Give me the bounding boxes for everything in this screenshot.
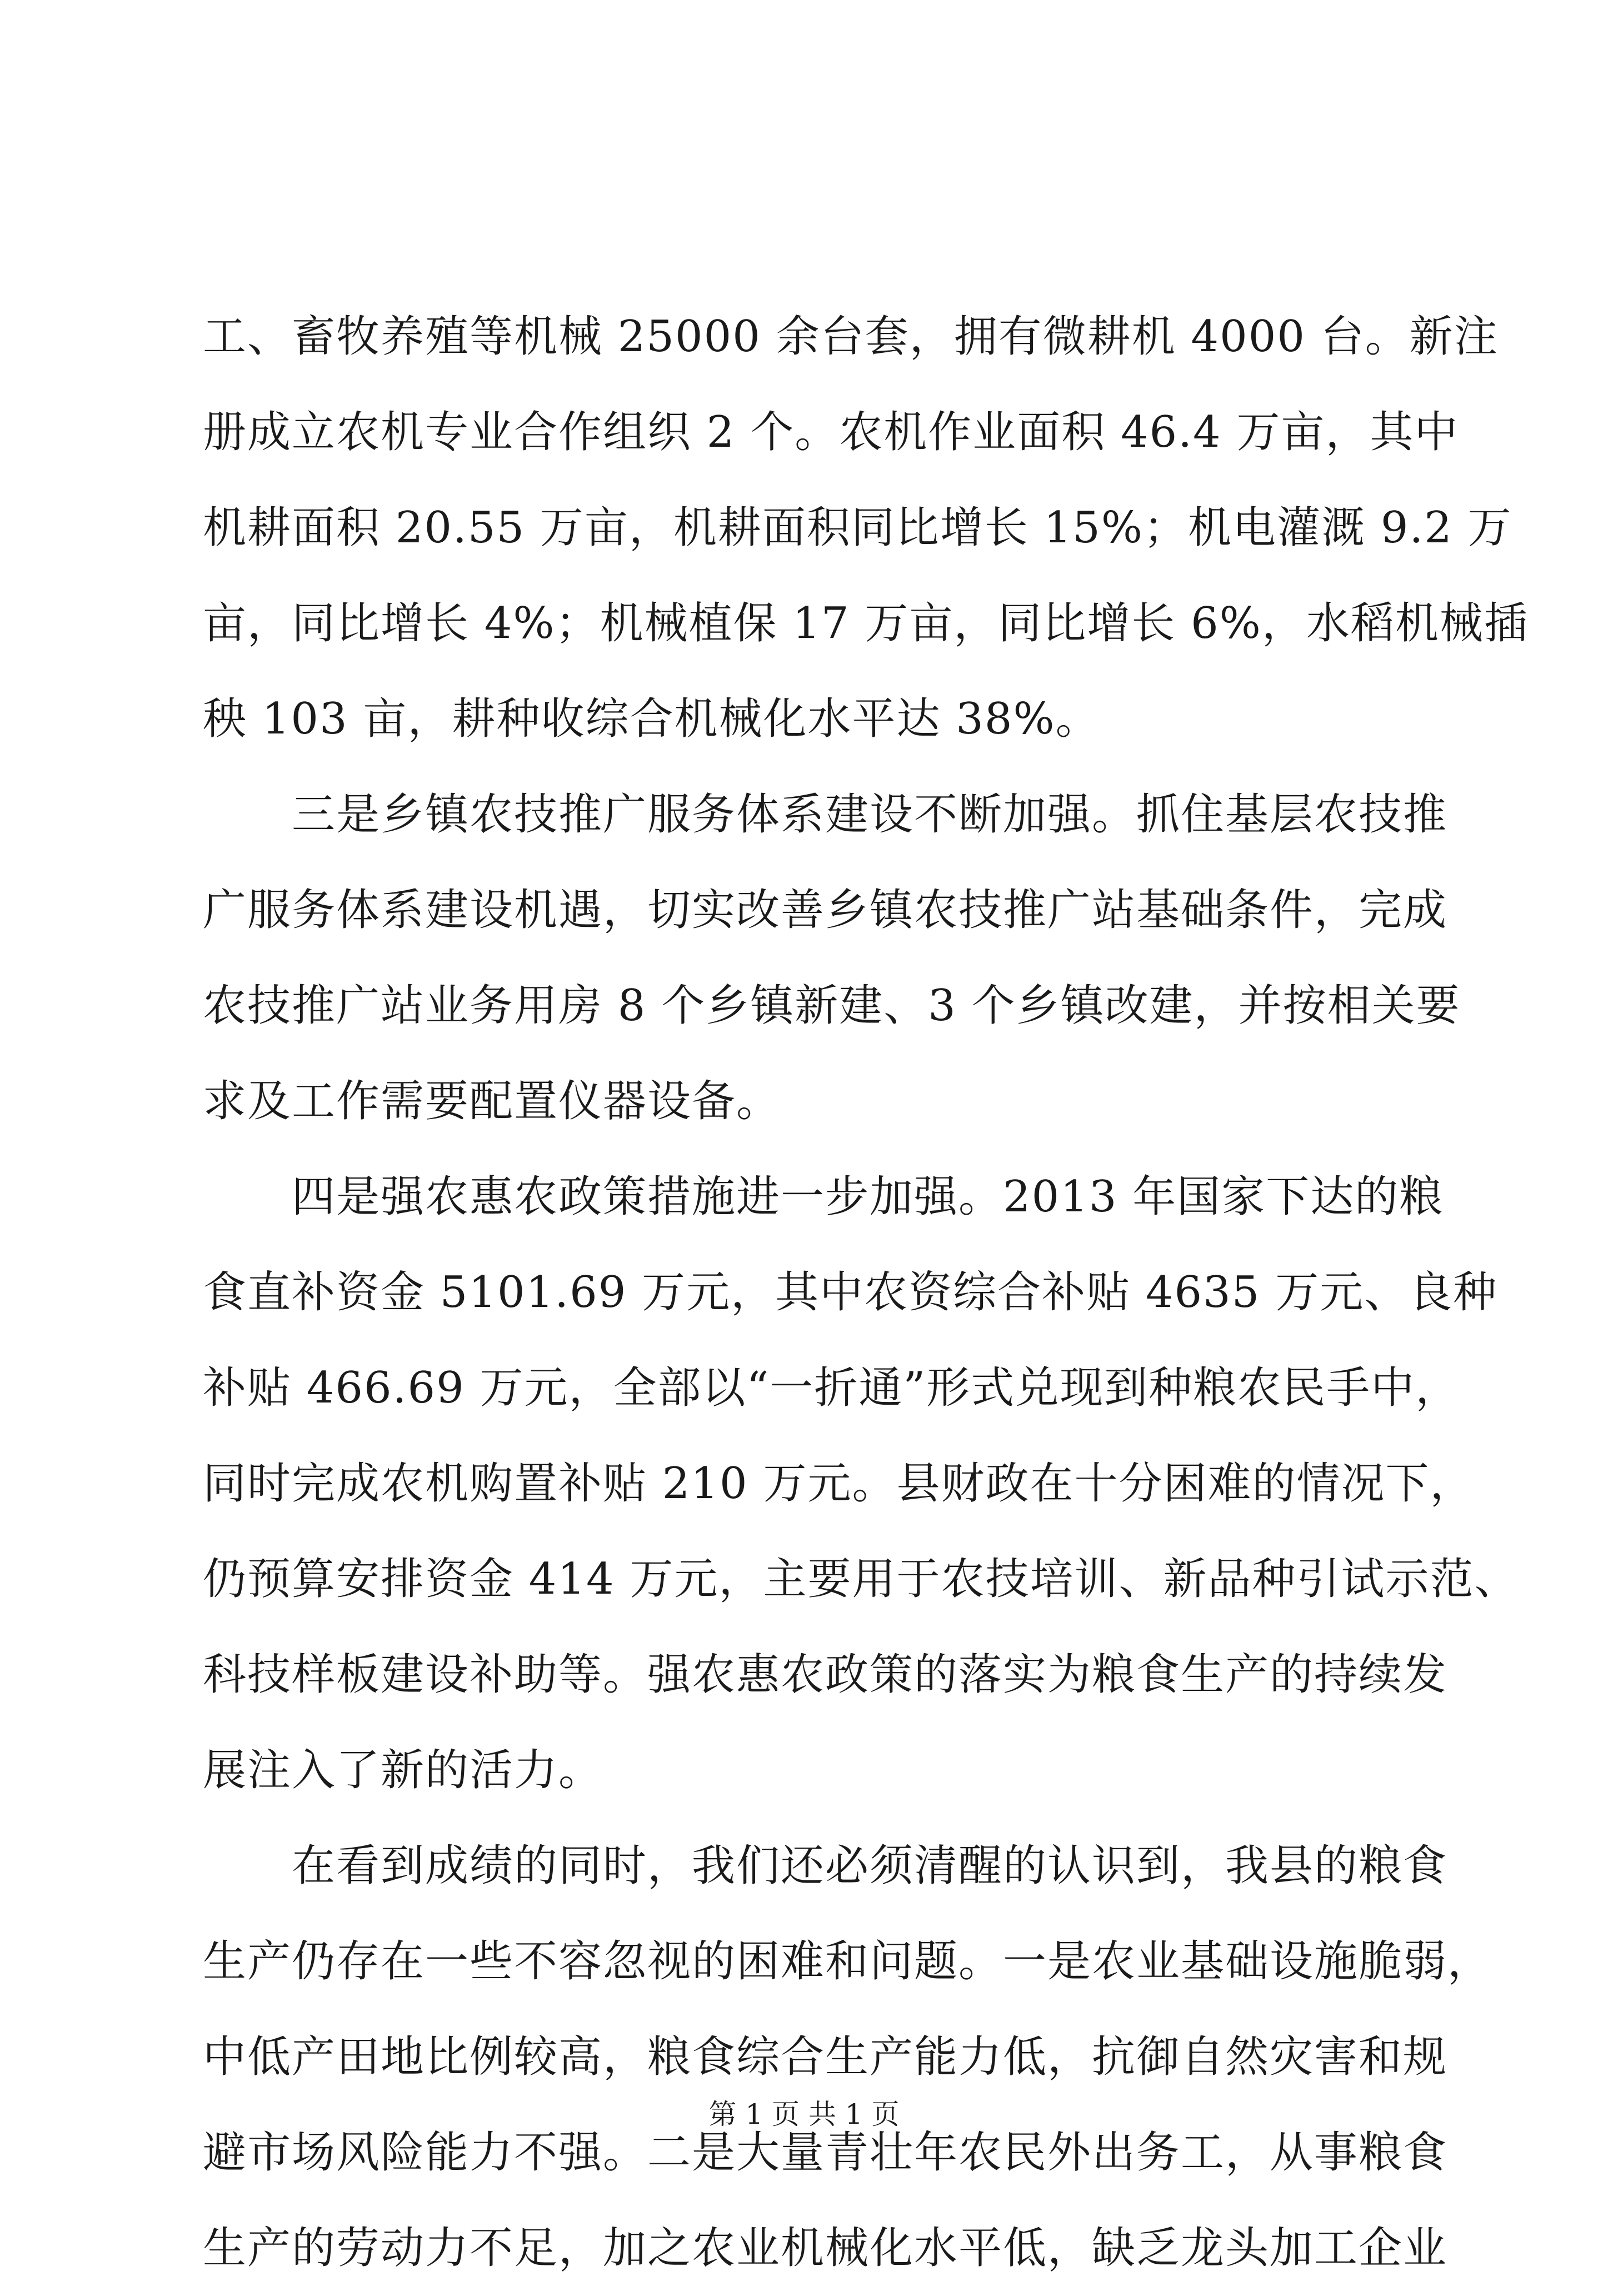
- text-line: 食直补资金 5101.69 万元，其中农资综合补贴 4635 万元、良种: [203, 1267, 1498, 1317]
- text-line: 农技推广站业务用房 8 个乡镇新建、3 个乡镇改建，并按相关要: [203, 981, 1461, 1031]
- document-body: [203, 289, 1529, 2296]
- text-line: 求及工作需要配置仪器设备。: [203, 1076, 781, 1126]
- text-line: 工、畜牧养殖等机械 25000 余台套，拥有微耕机 4000 台。新注: [203, 312, 1499, 362]
- paragraph-start-line: 在看到成绩的同时，我们还必须清醒的认识到，我县的粮食: [292, 1841, 1448, 1891]
- text-line: 亩，同比增长 4%；机械植保 17 万亩，同比增长 6%，水稻机械插: [203, 598, 1529, 648]
- text-line: 避市场风险能力不强。二是大量青壮年农民外出务工，从事粮食: [203, 2128, 1448, 2178]
- text-line: 展注入了新的活力。: [203, 1745, 603, 1795]
- text-line: 生产仍存在一些不容忽视的困难和问题。一是农业基础设施脆弱，: [203, 1936, 1492, 1986]
- text-line: 册成立农机专业合作组织 2 个。农机作业面积 46.4 万亩，其中: [203, 407, 1459, 457]
- text-line: 补贴 466.69 万元，全部以“一折通”形式兑现到种粮农民手中，: [203, 1363, 1460, 1413]
- text-line: 生产的劳动力不足，加之农业机械化水平低，缺乏龙头加工企业: [203, 2223, 1448, 2273]
- text-line: 仍预算安排资金 414 万元，主要用于农技培训、新品种引试示范、: [203, 1554, 1519, 1604]
- text-line: 同时完成农机购置补贴 210 万元。县财政在十分困难的情况下，: [203, 1459, 1475, 1509]
- text-line: 秧 103 亩，耕种收综合机械化水平达 38%。: [203, 694, 1100, 744]
- text-line: 机耕面积 20.55 万亩，机耕面积同比增长 15%；机电灌溉 9.2 万: [203, 503, 1512, 553]
- text-line: 广服务体系建设机遇，切实改善乡镇农技推广站基础条件，完成: [203, 885, 1448, 935]
- text-line: 中低产田地比例较高，粮食综合生产能力低，抗御自然灾害和规: [203, 2032, 1448, 2082]
- paragraph-start-line: 四是强农惠农政策措施进一步加强。2013 年国家下达的粮: [292, 1172, 1444, 1222]
- page-number-footer: 第 1 页 共 1 页: [708, 2098, 900, 2130]
- paragraph-start-line: 三是乡镇农技推广服务体系建设不断加强。抓住基层农技推: [292, 790, 1448, 840]
- text-line: 科技样板建设补助等。强农惠农政策的落实为粮食生产的持续发: [203, 1650, 1448, 1700]
